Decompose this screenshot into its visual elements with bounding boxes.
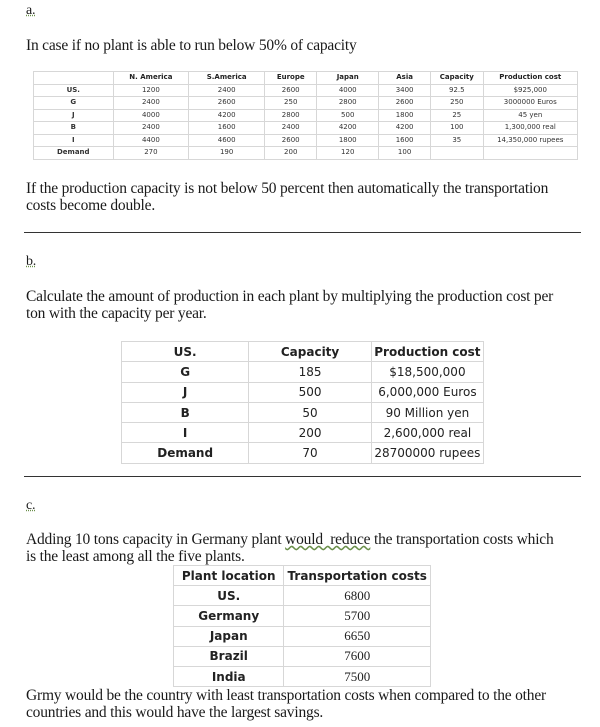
row-header: J [34,109,114,122]
section-c-intro-line2: is the least among all the five plants. [26,548,245,565]
table-row [122,402,484,422]
table-cell: 190 [189,147,265,160]
section-c-label: c. [26,498,36,513]
table-cell [431,147,483,160]
table-cell: 250 [431,97,483,110]
table-cell: 2800 [265,109,317,122]
column-header: Transportation costs [284,566,431,586]
table-cell: 1,300,000 real [483,122,577,135]
column-header: Europe [265,72,317,85]
table-row [174,586,431,606]
capacity-cost-table [33,71,578,160]
table-cell: 1600 [379,134,431,147]
table-row [34,109,578,122]
row-header: I [122,423,249,443]
table-cell: 70 [249,443,372,463]
table-row [122,423,484,443]
table-cell: 2,600,000 real [371,423,483,443]
table-cell: 2600 [379,97,431,110]
row-header: G [122,362,249,382]
table-cell: 2400 [189,84,265,97]
table-cell: 185 [249,362,372,382]
table-cell: 500 [317,109,379,122]
table-cell: 200 [265,147,317,160]
grammar-flagged-text: would reduce [285,531,371,548]
row-header: G [34,97,114,110]
section-c-conclusion-line2: countries and this would have the largest savings. [26,704,324,721]
table-cell: 4600 [189,134,265,147]
table-row [34,147,578,160]
row-header: Demand [34,147,114,160]
table-cell: 2400 [113,97,189,110]
table-header-row [122,342,484,362]
table-cell: 50 [249,402,372,422]
table-cell: 200 [249,423,372,443]
table-cell: $18,500,000 [371,362,483,382]
table-cell: 1600 [189,122,265,135]
table-cell: 28700000 rupees [371,443,483,463]
table-row [34,134,578,147]
table-row [34,122,578,135]
table-cell: 2600 [189,97,265,110]
table-header-row [34,72,578,85]
intro-text: Adding 10 tons capacity in Germany plant [26,531,286,548]
column-header: Production cost [483,72,577,85]
table-cell: 4000 [317,84,379,97]
table-cell: 2800 [317,97,379,110]
table-cell: 4400 [113,134,189,147]
table-cell: 4200 [379,122,431,135]
row-header: Demand [122,443,249,463]
section-b-label: b. [26,254,37,269]
table-row [174,666,431,686]
table-row [122,382,484,402]
table-cell: 4200 [317,122,379,135]
table-cell: 25 [431,109,483,122]
table-cell: 1800 [317,134,379,147]
table-cell: 2600 [265,134,317,147]
column-header: Capacity [431,72,483,85]
table-cell: 2600 [265,84,317,97]
section-a-intro: In case if no plant is able to run below 50% of capacity [26,37,357,54]
production-amount-table [121,341,484,464]
table-cell: 100 [379,147,431,160]
section-c-intro-line1 [26,531,554,548]
row-header: B [122,402,249,422]
table-cell: 4000 [113,109,189,122]
row-header: Germany [174,606,284,626]
transportation-cost-table [173,565,431,687]
column-header: Asia [379,72,431,85]
section-c-conclusion-line1: Grmy would be the country with least transportation costs when compared to the other [26,687,546,704]
table-row [34,97,578,110]
table-cell: 7500 [284,666,431,686]
table-cell: 250 [265,97,317,110]
column-header: S.America [189,72,265,85]
table-cell: 100 [431,122,483,135]
section-divider [24,232,581,233]
table-cell: 500 [249,382,372,402]
column-header [34,72,114,85]
table-row [34,84,578,97]
table-header-row [174,566,431,586]
row-header: US. [34,84,114,97]
table-cell: 120 [317,147,379,160]
table-cell [483,147,577,160]
section-a-conclusion-line1: If the production capacity is not below 50 percent then automatically the transportation [26,180,549,197]
column-header: Plant location [174,566,284,586]
section-a-conclusion-line2: costs become double. [26,197,156,214]
row-header: US. [174,586,284,606]
table-row [122,443,484,463]
table-cell: 45 yen [483,109,577,122]
column-header: Production cost [371,342,483,362]
table-cell: 2400 [265,122,317,135]
table-cell: 3000000 Euros [483,97,577,110]
table-cell: 2400 [113,122,189,135]
table-cell: 270 [113,147,189,160]
table-cell: 6650 [284,626,431,646]
table-cell: 6,000,000 Euros [371,382,483,402]
table-cell: $925,000 [483,84,577,97]
column-header: US. [122,342,249,362]
table-cell: 14,350,000 rupees [483,134,577,147]
row-header: Japan [174,626,284,646]
section-divider [24,476,581,477]
row-header: India [174,666,284,686]
table-row [122,362,484,382]
section-b-intro-line1: Calculate the amount of production in each plant by multiplying the production cost per [26,288,554,305]
intro-text: the transportation costs which [370,531,554,548]
column-header: Japan [317,72,379,85]
row-header: Brazil [174,646,284,666]
table-cell: 90 Million yen [371,402,483,422]
row-header: J [122,382,249,402]
table-cell: 5700 [284,606,431,626]
section-a-label: a. [26,3,36,18]
table-cell: 3400 [379,84,431,97]
table-cell: 35 [431,134,483,147]
table-cell: 1200 [113,84,189,97]
table-cell: 4200 [189,109,265,122]
table-cell: 6800 [284,586,431,606]
table-cell: 1800 [379,109,431,122]
table-cell: 7600 [284,646,431,666]
table-cell: 92.5 [431,84,483,97]
table-row [174,646,431,666]
column-header: N. America [113,72,189,85]
section-b-intro-line2: ton with the capacity per year. [26,305,207,322]
table-row [174,606,431,626]
column-header: Capacity [249,342,372,362]
row-header: B [34,122,114,135]
row-header: I [34,134,114,147]
table-row [174,626,431,646]
